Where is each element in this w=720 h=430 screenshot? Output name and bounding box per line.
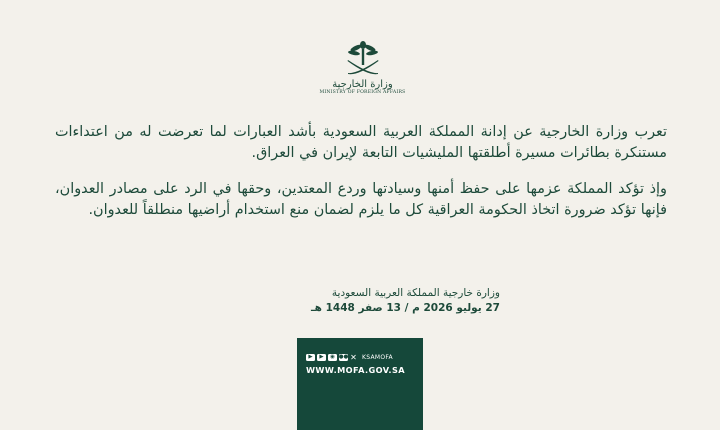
logo-arabic-name: وزارة الخارجية (332, 79, 393, 90)
youtube-icon[interactable]: ▶ (306, 354, 315, 361)
footer-box (297, 338, 423, 430)
palm-and-swords-emblem-icon (343, 40, 383, 78)
play-icon[interactable]: ▶ (317, 354, 326, 361)
social-handle[interactable]: KSAMOFA (362, 354, 393, 361)
social-icons-row (306, 353, 393, 362)
signature-issuer: وزارة خارجية المملكة العربية السعودية (331, 287, 500, 299)
signature-date: 27 يوليو 2026 م / 13 صفر 1448 هـ (311, 302, 500, 314)
x-icon[interactable]: ✕ (350, 353, 357, 362)
statement-paragraph-2: وإذ تؤكد المملكة عزمها على حفظ أمنها وسيادتها وردع المعتدين، وحقها في الرد على مصادر العدوان، فإنها تؤكد ضرورة اتخاذ الحكومة العراقية كل ما يلزم لضمان منع استخدام أراضيها منطلقاً للعدوان. (55, 181, 667, 218)
flickr-icon[interactable]: ●● (338, 354, 349, 360)
statement-body (55, 122, 667, 221)
logo-english-name: MINISTRY OF FOREIGN AFFAIRS (319, 90, 406, 95)
ministry-logo (300, 40, 425, 106)
signature-block (200, 286, 500, 316)
website-link[interactable]: WWW.MOFA.GOV.SA (306, 365, 405, 375)
statement-paragraph-1: تعرب وزارة الخارجية عن إدانة المملكة العربية السعودية بأشد العبارات لما تعرضت له من اعتداءات مستنكرة بطائرات مسيرة أطلقتها المليشيات التابعة لإيران في العراق. (55, 124, 667, 161)
camera-icon[interactable]: ◉ (328, 354, 337, 361)
